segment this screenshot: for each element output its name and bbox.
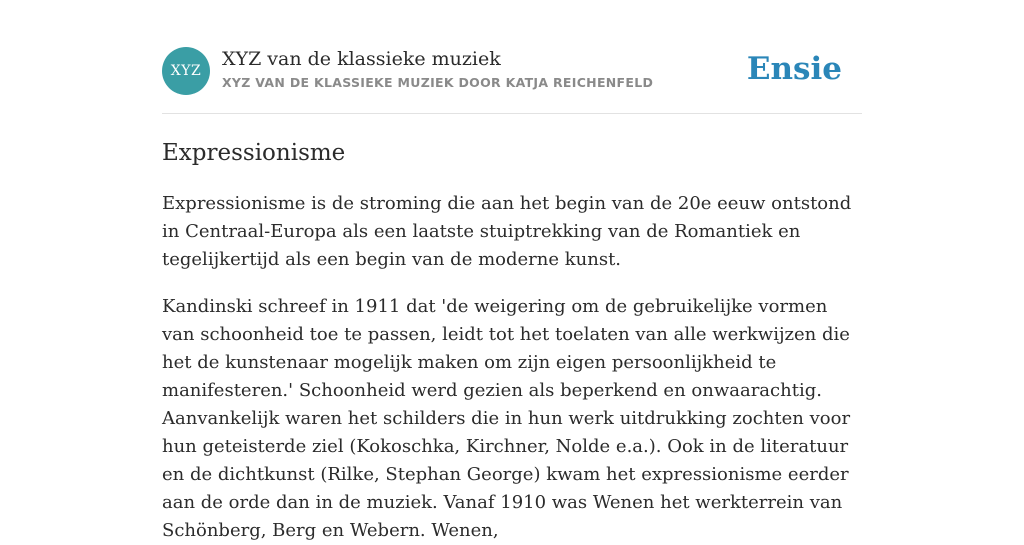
article-paragraph: Kandinski schreef in 1911 dat 'de weigering om de gebruikelijke vormen van schoonheid toe te passen, leidt tot het toelaten van alle werkwijzen die het de kunstenaar mogelijk maken om zijn eigen persoonlijkheid te manifesteren.' Schoonheid werd gezien als beperkend en onwaarachtig. Aanvankelijk waren het schilders die in hun werk uitdrukking zochten voor hun geteisterde ziel (Kokoschka, Kirchner, Nolde e.a.). Ook in de literatuur en de dichtkunst (Rilke, Stephan George) kwam het expressionisme eerder aan de orde dan in de muziek. Vanaf 1910 was Wenen het werkterrein van Schönberg, Berg en Webern. Wenen, [162,296,851,541]
article-title: Expressionisme [162,140,346,166]
site-title[interactable]: XYZ van de klassieke muziek [222,48,501,70]
ensie-logo[interactable]: Ensie [746,51,842,87]
site-header [162,47,862,114]
site-subtitle: XYZ VAN DE KLASSIEKE MUZIEK DOOR KATJA REICHENFELD [222,75,654,90]
avatar[interactable]: XYZ [162,47,210,95]
page [162,0,862,545]
article-paragraph: Expressionisme is de stroming die aan het begin van de 20e eeuw ontstond in Centraal-Europa als een laatste stuiptrekking van de Romantiek en tegelijkertijd als een begin van de moderne kunst. [162,193,852,270]
